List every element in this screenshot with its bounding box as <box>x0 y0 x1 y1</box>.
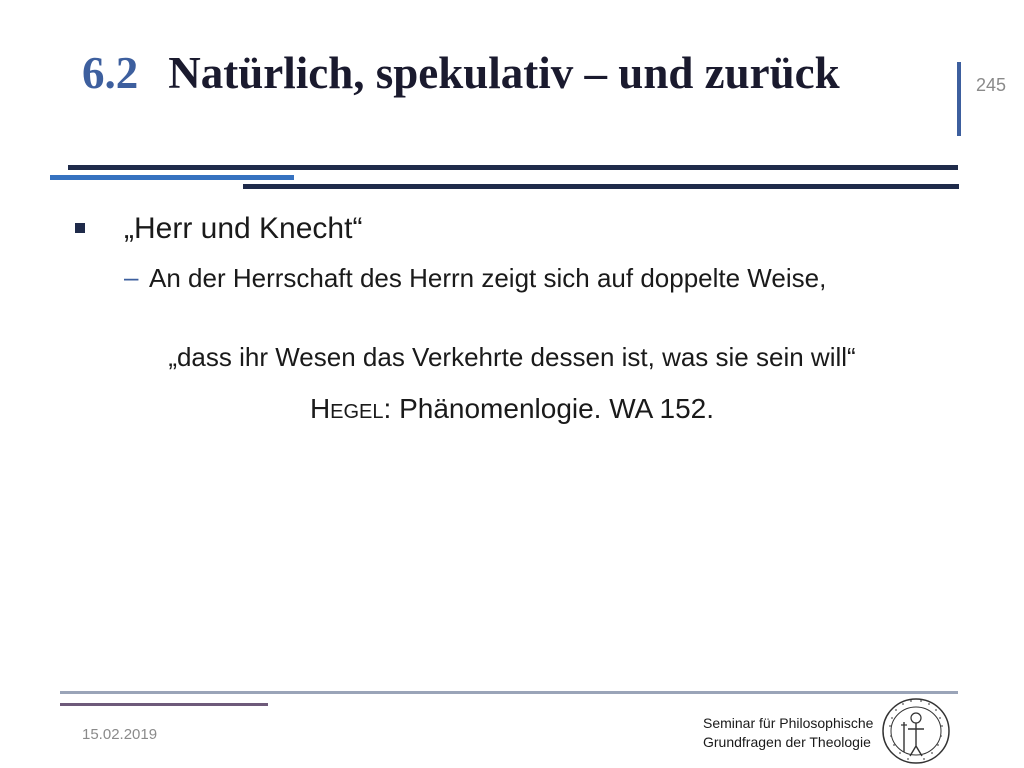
header-divider <box>957 62 961 136</box>
hegel-quote: „dass ihr Wesen das Verkehrte dessen ist, was sie sein will“ <box>168 342 856 372</box>
bullet-herr-und-knecht: „Herr und Knecht“ <box>124 212 363 245</box>
citation-source: : Phänomenlogie. WA 152. <box>383 393 715 424</box>
citation-author: Hegel <box>309 393 384 424</box>
seminar-line-2: Grundfragen der Theologie <box>703 734 871 750</box>
page-number: 245 <box>976 75 1007 95</box>
sub-bullet-text: An der Herrschaft des Herrn zeigt sich auf doppelte Weise, <box>149 263 827 293</box>
title-rule-top <box>68 165 958 170</box>
footer-rule <box>60 691 958 694</box>
citation <box>0 393 1024 425</box>
section-number: 6.2 <box>82 48 139 98</box>
footer-date: 15.02.2019 <box>82 726 158 743</box>
university-seal-icon <box>880 696 952 766</box>
slide-title <box>82 46 922 100</box>
title-rule-accent <box>50 175 294 180</box>
footer-rule-accent <box>60 703 268 706</box>
title-text: Natürlich, spekulativ – und zurück <box>168 48 840 98</box>
sub-bullet-dash: – <box>124 262 139 292</box>
title-rule-bottom <box>243 184 959 189</box>
bullet-square-icon <box>75 223 85 233</box>
seminar-name <box>703 714 875 752</box>
seminar-line-1: Seminar für Philosophische <box>703 715 874 731</box>
